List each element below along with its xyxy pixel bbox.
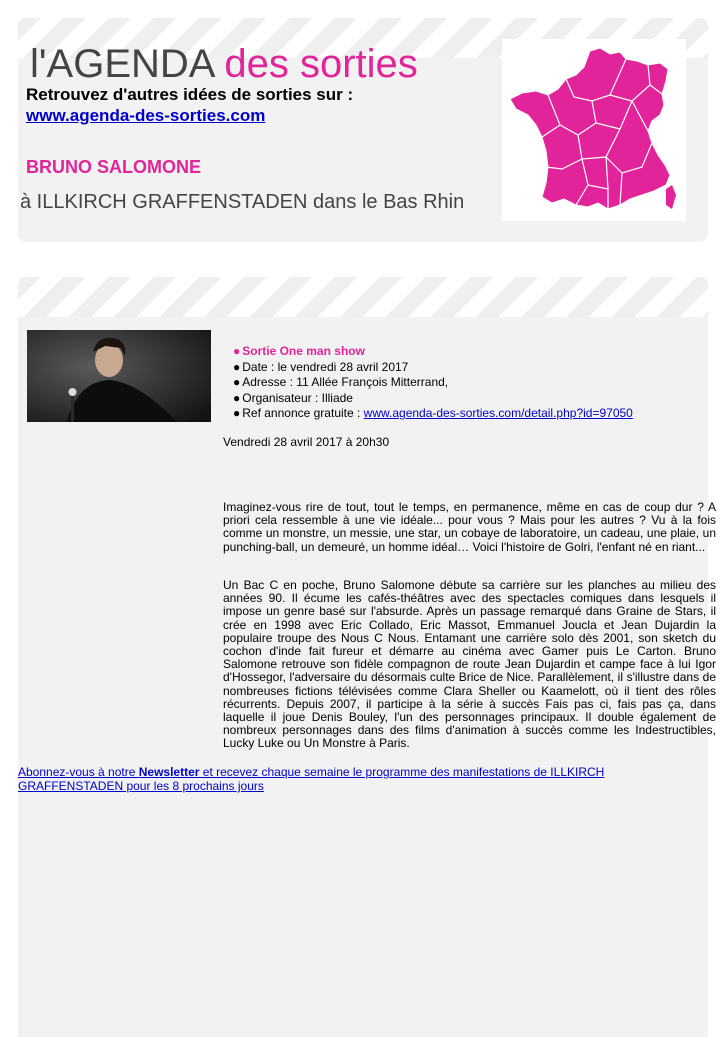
event-category: Sortie One man show [242,344,365,358]
event-info-list [233,344,633,422]
newsletter-after: et recevez chaque semaine le programme des manifestations de ILLKIRCH GRAFFENSTADEN pour les 8 prochains jours [18,765,605,793]
ref-link[interactable]: www.agenda-des-sorties.com/detail.php?id=97050 [363,406,633,420]
newsletter-bold: Newsletter [138,765,200,779]
subtitle: Retrouvez d'autres idées de sorties sur : [26,85,354,104]
list-item [233,360,633,376]
list-item [233,344,633,360]
france-map-icon [502,39,686,221]
list-item [233,406,633,422]
event-date: Date : le vendredi 28 avril 2017 [242,359,409,374]
bullet-icon: ● [233,390,241,405]
biography-paragraph: Un Bac C en poche, Bruno Salomone débute sa carrière sur les planches au milieu des années 90. Il écume les cafés-théâtres avec des spectacles comiques dans lesquels il impose un genre basé sur l'absurde. Après un passage remarqué dans Graine de Stars, il crée en 1998 avec Eric Collado, Eric Massot, Emmanuel Joucla et Jean Dujardin la populaire troupe des Nous C Nous. Entamant une carrière solo dès 2001, son sketch du cochon d'inde fait fureur et démarre au cinéma avec Gamer puis Le Carton. Bruno Salomone retrouve son fidèle compagnon de route Jean Dujardin et campe face à lui Igor d'Hossegor, l'adversaire du désormais culte Brice de Nice. Parallèlement, il s'illustre dans de nombreuses fictions télévisées comme Clara Sheller ou Kaamelott, où il tient des rôles récurrents. Depuis 2007, il participe à la série à succès Fais pas ci, fais pas ça, dans laquelle il joue Denis Bouley, l'un des personnages principaux. Il double également de nombreux personnages dans des films d'animation à succès comme les Indestructibles, Lucky Luke ou Un Monstre à Paris. [223,578,716,751]
title-part2: des sorties [224,42,418,86]
newsletter-before: Abonnez-vous à notre [18,765,139,779]
event-address: Adresse : 11 Allée François Mitterrand, [242,375,449,389]
description-paragraph: Imaginez-vous rire de tout, tout le temps, en permanence, même en cas de coup dur ? A priori cela ressemble à une vie idéale... pour vous ? Mais pour les autres ? Vu à la fois comme un monstre, un messie, une star, un cobaye de laboratoire, un cadeau, une plaie, un punching-ball, un demeuré, un homme idéal… Voici l'histoire de Golri, l'enfant né en riant... [223,500,716,554]
site-link[interactable]: www.agenda-des-sorties.com [26,106,266,125]
bullet-icon: ● [233,344,241,358]
title-part1: l'AGENDA [30,42,214,86]
page-title [30,40,418,88]
content-stripe [18,277,708,317]
bullet-icon: ● [233,359,241,374]
event-location: à ILLKIRCH GRAFFENSTADEN dans le Bas Rhin [20,191,465,213]
newsletter-link[interactable] [18,765,658,793]
event-organizer: Organisateur : Illiade [242,390,353,405]
ref-label: Ref annonce gratuite : [242,406,364,420]
list-item [233,375,633,391]
bullet-icon: ● [233,375,241,389]
bullet-icon: ● [233,406,241,420]
list-item [233,391,633,407]
artist-photo [27,330,211,422]
artist-name: BRUNO SALOMONE [26,157,201,177]
event-date-time: Vendredi 28 avril 2017 à 20h30 [223,435,390,449]
